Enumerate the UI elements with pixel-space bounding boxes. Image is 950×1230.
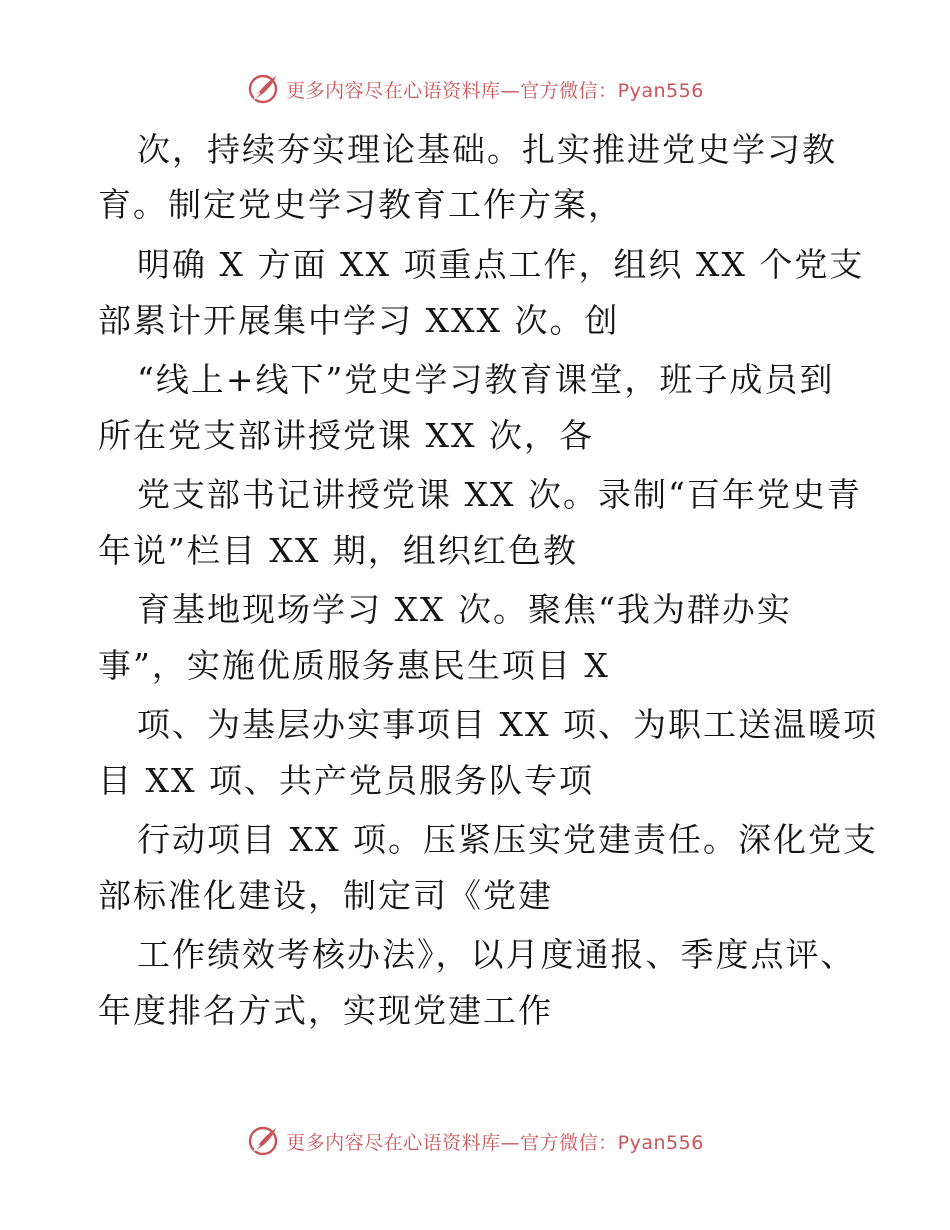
text-line: 项、为基层办实事项目 XX 项、为职工送温暖项 [137,705,878,744]
text-line: 所在党支部讲授党课 XX 次，各 [98,416,594,455]
text-line: 行动项目 XX 项。压紧压实党建责任。深化党支 [137,820,878,859]
text-line: “线上+线下”党史学习教育课堂，班子成员到 [137,360,835,399]
footer-banner-text: 更多内容尽在心语资料库—官方微信：Pyan556 [286,1131,704,1154]
footer-banner [0,1124,950,1158]
text-line: 年度排名方式，实现党建工作 [98,991,553,1030]
text-line: 事”，实施优质服务惠民生项目 X [98,646,610,685]
text-line: 年说”栏目 XX 期，组织红色教 [98,531,578,570]
text-line: 部累计开展集中学习 XXX 次。创 [98,301,620,340]
text-line: 目 XX 项、共产党员服务队专项 [98,761,594,800]
header-banner-text: 更多内容尽在心语资料库—官方微信：Pyan556 [286,79,704,102]
text-line: 次，持续夯实理论基础。扎实推进党史学习教 [137,130,837,169]
text-line: 育基地现场学习 XX 次。聚焦“我为群办实 [137,590,792,629]
feather-pen-logo-icon [246,1124,280,1158]
feather-pen-logo-icon [246,72,280,106]
text-line: 育。制定党史学习教育工作方案， [98,185,623,224]
text-line: 部标准化建设，制定司《党建 [98,876,553,915]
text-line: 党支部书记讲授党课 XX 次。录制“百年党史青 [137,475,862,514]
header-banner [0,72,950,106]
text-line: 明确 X 方面 XX 项重点工作，组织 XX 个党支 [137,245,865,284]
text-line: 工作绩效考核办法》，以月度通报、季度点评、 [137,935,856,974]
